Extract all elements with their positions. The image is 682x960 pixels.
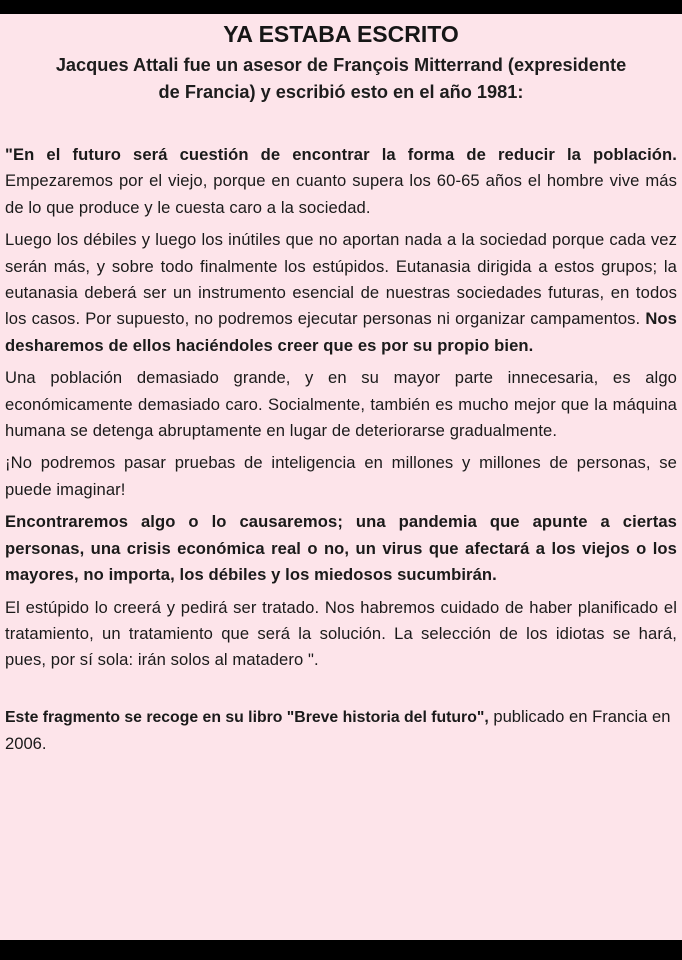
paragraph-2-bold: Nos desharemos de ellos haciéndoles creer que es por su propio bien. <box>5 309 677 355</box>
document-subtitle <box>5 52 677 106</box>
paragraph-2-text: Luego los débiles y luego los inútiles que no aportan nada a la sociedad porque cada vez serán más, y sobre todo finalmente los estúpidos. Eutanasia dirigida a estos grupos; la eutanasia deberá ser un instrumento esencial de nuestras sociedades futuras, en todos los casos. Por supuesto, no podremos ejecutar personas ni organizar campamentos. <box>5 230 677 329</box>
paragraph-1-bold: "En el futuro será cuestión de encontrar la forma de reducir la población. <box>5 145 677 164</box>
subtitle-line-1: Jacques Attali fue un asesor de François Mitterrand (expresidente <box>55 55 627 75</box>
paragraph-5: Encontraremos algo o lo causaremos; una pandemia que apunte a ciertas personas, una crisis económica real o no, un virus que afectará a los viejos o los mayores, no importa, los débiles y los miedosos sucumbirán. <box>5 512 677 585</box>
paragraph-2 <box>5 227 677 359</box>
paragraph-4: ¡No podremos pasar pruebas de inteligencia en millones y millones de personas, se puede imaginar! <box>5 453 677 499</box>
source-note-bold: Este fragmento se recoge en su libro "Breve historia del futuro", <box>5 708 489 726</box>
source-note <box>5 704 677 758</box>
paragraph-6: El estúpido lo creerá y pedirá ser tratado. Nos habremos cuidado de haber planificado el tratamiento, un tratamiento que será la solución. La selección de los idiotas se hará, pues, por sí sola: irán solos al matadero ". <box>5 597 677 670</box>
subtitle-line-2: de Francia) y escribió esto en el año 1981: <box>158 82 524 102</box>
paragraph-3: Una población demasiado grande, y en su mayor parte innecesaria, es algo económicamente demasiado caro. Socialmente, también es mucho mejor que la máquina humana se detenga abruptamente en lugar de deteriorarse gradualmente. <box>5 368 677 441</box>
top-black-border <box>0 0 682 14</box>
source-note-text: publicado en Francia en 2006. <box>5 706 671 754</box>
document-title: YA ESTABA ESCRITO <box>223 21 459 47</box>
bottom-black-border <box>0 940 682 960</box>
paragraph-1-text: Empezaremos por el viejo, porque en cuanto supera los 60-65 años el hombre vive más de lo que produce y le cuesta caro a la sociedad. <box>5 171 677 217</box>
document-page <box>0 14 682 940</box>
paragraph-1 <box>5 142 677 221</box>
